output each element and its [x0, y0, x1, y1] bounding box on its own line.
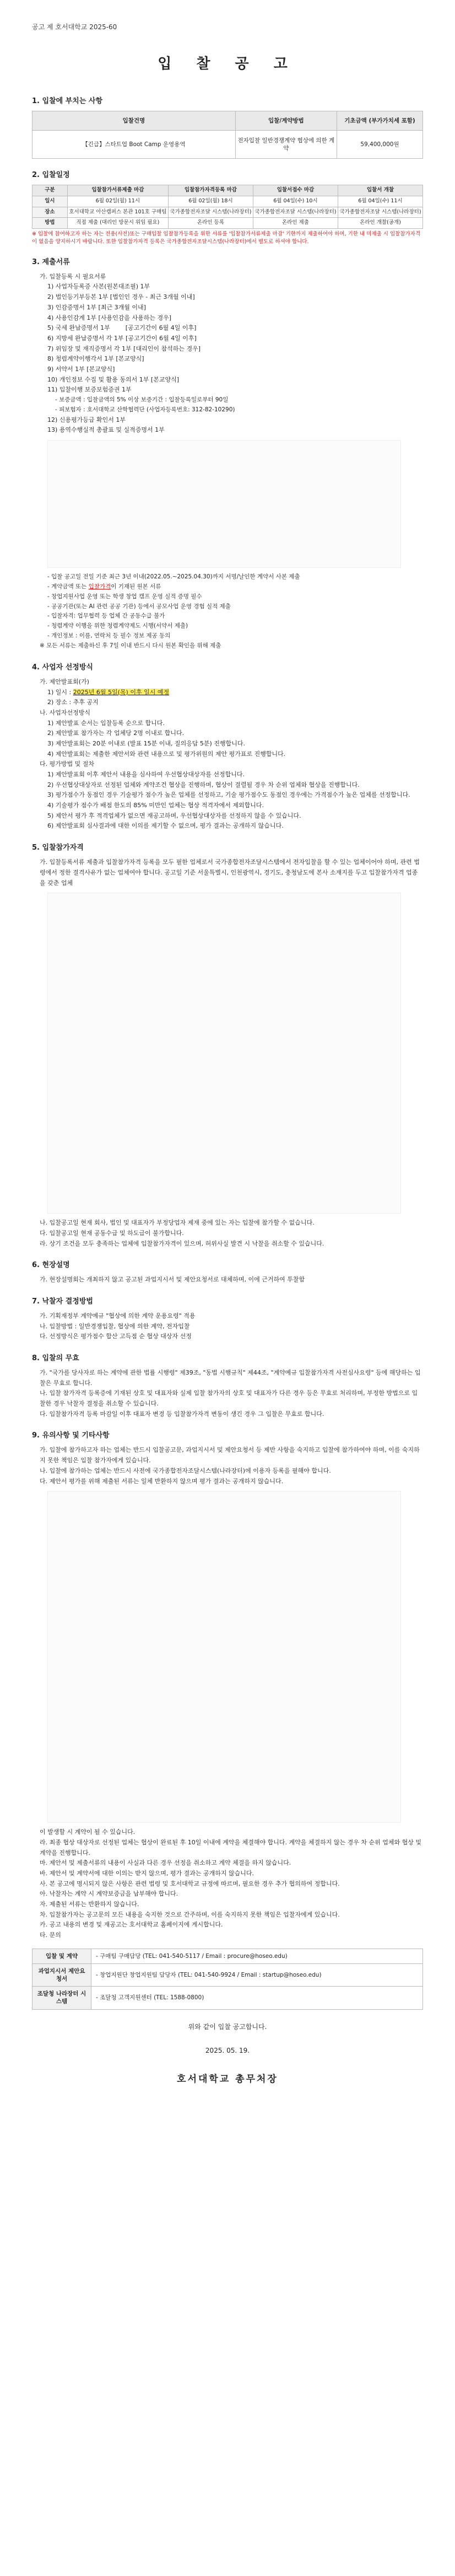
- list-item: 13) 용역수행실적 총괄표 및 실적증명서 1부: [47, 426, 165, 434]
- schedule-cell: 국가종합전자조달 시스템(나라장터): [338, 207, 422, 218]
- list-item: 마. 제안서 및 제출서류의 내용이 사실과 다른 경우 선정을 취소하고 계약 체결을 하지 않습니다.: [40, 1859, 291, 1867]
- list-item: 3) 인감증명서 1부 [최근 3개월 이내]: [47, 303, 146, 311]
- list-item: 가. 입찰등록서류 제출과 입찰참가자격 등록을 모두 필한 업체로서 국가종합전자조달시스템에서 전자입찰을 할 수 있는 업체이어야 하며, 관련 법령에서 정한 결격사유가 없는 업체여야 합니다. 공고일 기준 서울특별시, 인천광역시, 경기도, 충청남도에 본사 소재지를 두고 입찰참가자격 업종을 갖춘 업체: [40, 858, 420, 887]
- schedule-cell: 6월 02일(월) 11시: [67, 196, 168, 207]
- contact-category: 입찰 및 계약: [32, 1949, 91, 1963]
- docs-bottom-note: ※ 모든 서류는 제출하신 후 7일 이내 반드시 다시 원본 확인을 위해 제출: [40, 642, 221, 649]
- section-5-heading: 5. 입찰참가자격: [32, 844, 84, 852]
- presentation-date: 1) 일시 : 2025년 6월 5일(목) 이후 일시 예정: [47, 688, 170, 696]
- schedule-cell: 호서대학교 아산캠퍼스 본관 101호 구매팀: [67, 207, 168, 218]
- schedule-cell: 국가종합전자조달 시스템(나라장터): [168, 207, 253, 218]
- list-item: 4) 기술평가 점수가 배점 한도의 85% 미만인 업체는 협상 적격자에서 제외합니다.: [47, 802, 264, 809]
- notice-date: 2025. 05. 19.: [205, 2046, 250, 2054]
- required-docs-list: [32, 282, 423, 436]
- col-bid-method: 입찰/계약방법: [235, 111, 337, 131]
- list-item: - 피보험자 : 호서대학교 산학협력단 (사업자등록번호: 312-82-10290): [55, 406, 235, 413]
- table-row: [32, 207, 423, 218]
- contact-category: 조달청 나라장터 시스템: [32, 1987, 91, 2009]
- list-item: 10) 개인정보 수집 및 활용 동의서 1부 [본교양식]: [47, 375, 179, 383]
- list-item: 7) 위임장 및 재직증명서 각 1부 [대리인이 참석하는 경우]: [47, 345, 201, 352]
- schedule-cell: 6월 02일(월) 18시: [168, 196, 253, 207]
- list-item: 나. 입찰공고일 현재 회사, 법인 및 대표자가 부정당업자 제재 중에 있는 자는 입찰에 참가할 수 없습니다.: [40, 1219, 315, 1227]
- list-item: 나. 입찰방법 : 일반경쟁입찰, 협상에 의한 계약, 전자입찰: [40, 1322, 190, 1330]
- list-item: - 입찰자격: 업무협력 등 업체 간 공동수급 불가: [47, 613, 165, 620]
- table-row: [32, 196, 423, 207]
- contact-detail: - 조달청 고객지원센터 (TEL: 1588-0800): [91, 1987, 423, 2009]
- s4-na: 나. 사업자선정방식: [40, 709, 91, 716]
- list-item: 11) 입찰이행 보증보험증권 1부: [47, 386, 132, 394]
- highlighted-date: 2025년 6월 5일(목) 이후 일시 예정: [73, 688, 170, 696]
- embedded-figure-placeholder: [47, 893, 401, 1214]
- schedule-col-type: 구분: [32, 185, 68, 196]
- table-row: [32, 1987, 423, 2009]
- contact-detail: - 창업지원단 창업지원팀 담당자 (TEL: 041-540-9924 / Email : startup@hoseo.edu): [91, 1963, 423, 1986]
- col-base-amount: 기초금액 (부가가치세 포함): [337, 111, 423, 131]
- section-4-heading: 4. 사업자 선정방식: [32, 663, 93, 672]
- schedule-col-submit-deadline: 입찰서접수 마감: [253, 185, 338, 196]
- list-item: 나. 입찰 참가자격 등록증에 기재된 상호 및 대표자와 실제 입찰 참가자의 상호 및 대표자가 다른 경우 등은 무효로 처리하며, 부정한 방법으로 입찰한 경우 낙찰자 결정을 취소할 수 있습니다.: [40, 1389, 418, 1408]
- list-item: 6) 지방세 완납증명서 각 1부 [공고기간이 6월 4일 이후]: [47, 334, 197, 342]
- list-item: 1) 제안발표회 이후 제안서 내용을 심사하여 우선협상대상자를 선정합니다.: [47, 771, 245, 779]
- list-item: 3) 제안발표회는 20분 이내로 (발표 15분 이내, 질의응답 5분) 진행합니다.: [47, 739, 245, 747]
- schedule-cell: 6월 04일(수) 10시: [253, 196, 338, 207]
- s3-subheading: 가. 입찰등록 시 필요서류: [40, 272, 106, 280]
- list-item: 1) 사업자등록증 사본(원본대조필) 1부: [47, 283, 150, 291]
- base-amount-cell: 59,400,000원: [337, 131, 423, 159]
- notice-number: 공고 제 호서대학교 2025-60: [32, 23, 117, 31]
- list-item: - 청렴계약 이행을 위한 청렴계약제도 시행(서약서 제출): [47, 622, 188, 630]
- list-item: 2) 제안발표 참가자는 각 업체당 2명 이내로 합니다.: [47, 729, 185, 737]
- list-item: 다. 입찰공고일 현재 공동수급 및 하도급이 불가합니다.: [40, 1229, 184, 1237]
- list-item: - 공공기관(또는 AI 관련 공공 기관) 등에서 공모사업 운영 경험 실적 제출: [47, 603, 231, 610]
- list-item: 5) 국세 완납증명서 1부 [공고기간이 6월 4일 이후]: [47, 324, 197, 332]
- list-item: 다. 입찰참가자격 등록 마감일 이후 대표자 변경 등 입찰참가자격 변동이 생긴 경우 그 입찰은 무효로 합니다.: [40, 1410, 324, 1418]
- schedule-col-reg-deadline: 입찰참가자격등록 마감: [168, 185, 253, 196]
- list-item: 이 발생할 시 계약이 될 수 있습니다.: [40, 1828, 136, 1836]
- table-row: [32, 1963, 423, 1986]
- table-row: [32, 218, 423, 229]
- schedule-cell: 장소: [32, 207, 68, 218]
- presentation-place: 2) 장소 : 추후 공지: [47, 699, 99, 706]
- schedule-col-opening: 입찰서 개찰: [338, 185, 422, 196]
- s4-da: 다. 평가방법 및 절차: [40, 760, 94, 768]
- list-item: - 입찰 공고일 전일 기준 최근 3년 이내(2022.05.~2025.04.30)까지 서명/날인한 계약서 사본 제출: [47, 573, 300, 581]
- list-item: 2) 법인등기부등본 1부 [법인인 경우 - 최근 3개월 이내]: [47, 293, 195, 301]
- list-item: 자. 제출된 서류는 반환하지 않습니다.: [40, 1901, 139, 1908]
- list-item: 카. 공고 내용의 변경 및 재공고는 호서대학교 홈페이지에 게시합니다.: [40, 1921, 223, 1929]
- schedule-table: [32, 185, 423, 229]
- list-item: 라. 최종 협상 대상자로 선정된 업체는 협상이 완료된 후 10일 이내에 계약을 체결해야 합니다. 계약을 체결하지 않는 경우 차 순위 업체와 협상 및 계약을 진행합니다.: [40, 1838, 424, 1856]
- list-item: 바. 제안서 및 계약서에 대한 이의는 받지 않으며, 평가 결과는 공개하지 않습니다.: [40, 1869, 254, 1877]
- contact-table: [32, 1949, 423, 2010]
- schedule-cell: 일시: [32, 196, 68, 207]
- list-item: 나. 입찰에 참가하는 업체는 반드시 사전에 국가종합전자조달시스템(나라장터)에 이용자 등록을 필해야 합니다.: [40, 1467, 331, 1474]
- performance-notes: [32, 572, 423, 641]
- list-item: 차. 입찰참가자는 공고문의 모든 내용을 숙지한 것으로 간주하며, 이를 숙지하지 못한 책임은 입찰자에게 있습니다.: [40, 1910, 340, 1918]
- list-item: - 창업지원사업 운영 또는 학생 창업 캠프 운영 실적 증명 필수: [47, 593, 202, 600]
- list-item: 3) 평가점수가 동점인 경우 기술평가 점수가 높은 업체를 선정하고, 기술 평가점수도 동점인 경우에는 가격점수가 높은 업체를 선정합니다.: [47, 791, 410, 799]
- section-1-heading: 1. 입찰에 부치는 사항: [32, 97, 103, 105]
- contact-section: [32, 1949, 423, 2010]
- signer-name: 호서대학교 총무처장: [177, 2073, 278, 2085]
- bid-method-cell: 전자입찰 일반경쟁계약 협상에 의한 계약: [235, 131, 337, 159]
- list-item: 6) 제안발표회 심사결과에 대한 이의를 제기할 수 없으며, 평가 결과는 공개하지 않습니다.: [47, 822, 284, 830]
- section-7-heading: 7. 낙찰자 결정방법: [32, 1297, 93, 1306]
- contact-detail: - 구매팀 구매담당 (TEL: 041-540-5117 / Email : procure@hoseo.edu): [91, 1949, 423, 1963]
- schedule-cell: 온라인 등록: [168, 218, 253, 229]
- list-item: - 개인정보 : 이름, 연락처 등 필수 정보 제공 동의: [47, 632, 171, 640]
- list-item: 9) 서약서 1부 [본교양식]: [47, 365, 115, 373]
- schedule-cell: 방법: [32, 218, 68, 229]
- list-item: 1) 제안발표 순서는 입찰등록 순으로 합니다.: [47, 719, 165, 727]
- bid-name-cell: 【긴급】스타트업 Boot Camp 운영용역: [32, 131, 236, 159]
- table-row: [32, 1949, 423, 1963]
- list-item: 라. 상기 조건을 모두 충족하는 업체에 입찰참가자격이 있으며, 허위사실 발견 시 낙찰을 취소할 수 있습니다.: [40, 1239, 324, 1247]
- schedule-col-doc-deadline: 입찰참가서류제출 마감: [67, 185, 168, 196]
- list-item: 12) 신용평가등급 확인서 1부: [47, 416, 126, 423]
- list-item: 가. 현장설명회는 개최하지 않고 공고된 과업지시서 및 제안요청서로 대체하며, 이에 근거하여 투찰함: [40, 1276, 305, 1284]
- schedule-warning: ※ 입찰에 참여하고자 하는 자는 전용(사전)또는 구매입찰 입찰참가등록을 위한 서류를 '입찰참가서류제출 마감' 기한까지 제출하여야 하며, 기한 내 미제출 시 입찰참가자격이 없음을 양지하시기 바랍니다. 또한 입찰참가자격 등록은 국가종합전자조달시스템(나라장터)에서 별도로 하셔야 합니다.: [32, 231, 421, 245]
- bid-item-table: [32, 111, 423, 159]
- list-item: - 계약금액 또는 입찰가격이 기재된 원본 서류: [47, 583, 161, 590]
- closing-statement: 위와 같이 입찰 공고합니다.: [188, 2022, 267, 2031]
- schedule-cell: 국가종합전자조달 시스템(나라장터): [253, 207, 338, 218]
- highlight-text: 입찰가격: [88, 583, 111, 590]
- list-item: 8) 청렴계약이행각서 1부 [본교양식]: [47, 355, 144, 363]
- list-item: 다. 제안서 평가를 위해 제출된 서류는 일체 반환하지 않으며 평가 결과는 공개하지 않습니다.: [40, 1477, 284, 1485]
- s4-ga: 가. 제안발표회(가): [40, 678, 89, 685]
- col-bid-name: 입찰건명: [32, 111, 236, 131]
- schedule-cell: 6월 04일(수) 11시: [338, 196, 422, 207]
- section-3-heading: 3. 제출서류: [32, 257, 70, 266]
- list-item: 4) 제안발표회는 제출한 제안서와 관련 내용으로 및 평가위원의 제안 평가표로 진행합니다.: [47, 750, 286, 758]
- list-item: 가. 기획재정부 계약예규 "협상에 의한 계약 운용요령" 적용: [40, 1312, 196, 1319]
- schedule-cell: 온라인 개찰(공개): [338, 218, 422, 229]
- list-item: 사. 본 공고에 명시되지 않은 사항은 관련 법령 및 호서대학교 규정에 따르며, 필요한 경우 추가 협의하여 정합니다.: [40, 1880, 340, 1887]
- embedded-figure-placeholder: [47, 1491, 401, 1823]
- list-item: 아. 낙찰자는 계약 시 계약보증금을 납부해야 합니다.: [40, 1890, 178, 1898]
- list-item: 다. 선정방식은 평가점수 합산 고득점 순 협상 대상자 선정: [40, 1333, 192, 1340]
- list-item: 4) 사용인감계 1부 [사용인감을 사용하는 경우]: [47, 314, 171, 321]
- list-item: 5) 제안서 평가 후 적격업체가 없으면 재공고하며, 우선협상대상자를 선정하지 않을 수 있습니다.: [47, 812, 301, 819]
- section-9-heading: 9. 유의사항 및 기타사항: [32, 1431, 110, 1440]
- schedule-cell: 온라인 제출: [253, 218, 338, 229]
- list-item: 타. 문의: [40, 1931, 61, 1939]
- list-item: 2) 우선협상대상자로 선정된 업체와 계약조건 협상을 진행하며, 협상이 결렬될 경우 차 순위 업체와 협상을 진행합니다.: [47, 781, 360, 788]
- contact-category: 과업지시서 제안요청서: [32, 1963, 91, 1986]
- section-8-heading: 8. 입찰의 무효: [32, 1354, 79, 1363]
- section-6-heading: 6. 현장설명: [32, 1261, 70, 1270]
- list-item: - 보증금액 : 입찰금액의 5% 이상 보증기간 : 입찰등록일로부터 90일: [55, 396, 229, 404]
- schedule-cell: 직접 제출 (대리인 방문시 위임 필요): [67, 218, 168, 229]
- page-title: 입 찰 공 고: [158, 56, 297, 72]
- section-2-heading: 2. 입찰일정: [32, 171, 70, 179]
- embedded-figure-placeholder: [47, 440, 401, 568]
- list-item: 가. "국가를 당사자로 하는 계약에 관한 법률 시행령" 제39조, "동법 시행규칙" 제44조, "계약예규 입찰참가자격 사전심사요령" 등에 해당하는 입찰은 무효로 합니다.: [40, 1369, 421, 1387]
- list-item: 가. 입찰에 참가하고자 하는 업체는 반드시 입찰공고문, 과업지시서 및 제안요청서 등 제반 사항을 숙지하고 입찰에 참가하여야 하며, 이를 숙지하지 못한 책임은 입찰 참가자에게 있습니다.: [40, 1446, 420, 1464]
